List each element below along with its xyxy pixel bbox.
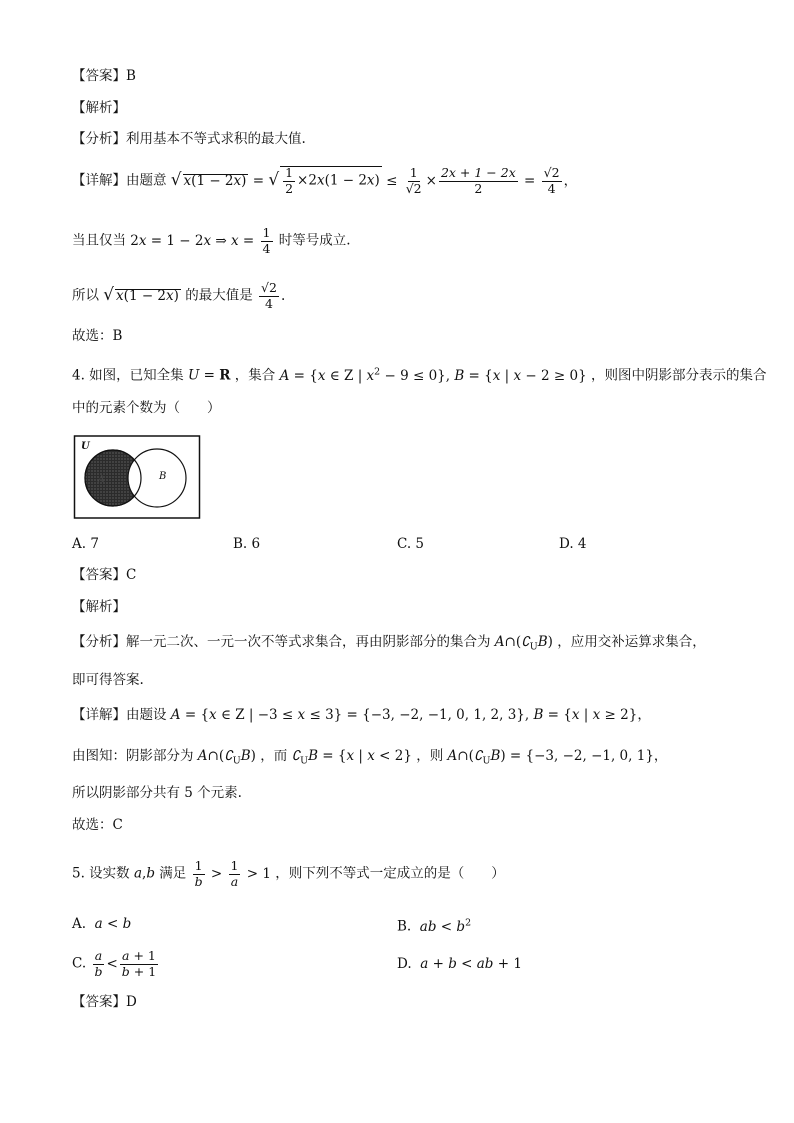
q3-max-expression: √ x(1 − 2x) <box>103 283 179 304</box>
q4-figure-prefix: 由图知：阴影部分为 <box>72 748 194 764</box>
q4-analysis-heading: 【解析】 <box>72 599 126 615</box>
q5-option-a-letter: A. <box>72 916 87 932</box>
q5-answer: 【答案】D <box>72 994 137 1010</box>
q5-stem <box>72 860 505 888</box>
q5-option-b-formula: ab < $b^2$ <box>415 917 472 935</box>
q4-stem-line1 <box>72 367 766 383</box>
q5-stem-condition-label: 满足 <box>159 865 187 882</box>
set-b-label: B <box>159 471 167 482</box>
q4-shaded-expression: $A\cap(∁_UB)$ <box>494 634 553 653</box>
q4-analysis-suffix: ，应用交补运算求集合， <box>557 634 706 650</box>
q3-max-prefix: 所以 <box>72 287 99 304</box>
q4-figure-line <box>72 750 667 766</box>
q3-detail-formula: √ x(1 − 2x) = √ $\frac{1}{2}$ ×2x(1 − 2x) ≤ $\frac{1}{√2}$ × $\frac{2x + 1 - 2x}{2}$ = $\frac{√2}{4}$ ， <box>170 165 578 196</box>
q4-analysis-prefix: 【分析】解一元二次、一元一次不等式求集合，再由阴影部分的集合为 <box>72 634 491 650</box>
q5-option-a <box>72 918 131 932</box>
q5-option-d <box>397 958 522 972</box>
q3-analysis-heading: 【解析】 <box>72 100 126 116</box>
set-b-circle <box>128 449 186 507</box>
q5-option-a-formula: a < b <box>90 916 132 932</box>
q4-figure-shaded: $A\cap(∁_UB)$ <box>197 748 256 767</box>
q4-choice: 故选：C <box>72 817 123 833</box>
q4-result-formula: $A\cap(∁_UB) = \{-3$, −2, −1, 0, 1}， <box>447 748 668 767</box>
q5-stem-suffix: ，则下列不等式一定成立的是（ ） <box>275 865 505 882</box>
q5-condition: $\frac{1}{b}$ > $\frac{1}{a}$ > 1 <box>194 858 271 889</box>
q3-detail-label: 【详解】由题意 <box>72 172 167 189</box>
q4-detail-line <box>72 709 651 723</box>
q5-variables: a,b <box>133 865 155 882</box>
q4-set-definitions: A = {x ∈ Z | $x^2 - 9 \le 0$}, B = {x | x − 2 ≥ 0} <box>279 366 587 384</box>
q3-choice: 故选：B <box>72 328 123 344</box>
q3-max-line <box>72 282 285 310</box>
q4-universe: U = R <box>187 367 231 384</box>
q5-option-b-letter: B. <box>397 918 412 935</box>
q5-option-c-formula: $\frac{a}{b}$ < $\frac{a + 1}{b + 1}$ <box>94 948 157 979</box>
q3-max-middle: 的最大值是 <box>185 287 253 304</box>
q3-answer: 【答案】B <box>72 68 136 84</box>
q4-stem-suffix: ，则图中阴影部分表示的集合 <box>590 367 767 384</box>
q4-analysis-line1 <box>72 636 706 652</box>
q5-stem-prefix: 5. 设实数 <box>72 865 130 882</box>
set-a-label: A <box>98 475 105 485</box>
q4-option-d: D. 4 <box>559 536 587 552</box>
q4-figure-then: ，则 <box>416 748 444 764</box>
q4-detail-formula: A = {x ∈ Z | −3 ≤ x ≤ 3} = {−3, −2, −1, 0, 1, 2, 3}, B = {x | x ≥ 2}， <box>170 707 651 723</box>
q4-stem-line2: 中的元素个数为（ ） <box>72 400 221 416</box>
q4-answer: 【答案】C <box>72 567 137 583</box>
q3-condition-line <box>72 227 351 255</box>
universe-label: U <box>81 441 90 452</box>
q4-stem-prefix: 4. 如图，已知全集 <box>72 367 184 384</box>
q5-option-c-letter: C. <box>72 955 87 972</box>
q3-analysis: 【分析】利用基本不等式求积的最大值. <box>72 131 306 147</box>
q3-max-value: $\frac{√2}{4}$ . <box>261 280 286 311</box>
q3-condition-prefix: 当且仅当 <box>72 232 126 249</box>
q4-option-b: B. 6 <box>233 536 261 552</box>
q3-detail-line <box>72 166 577 195</box>
q5-option-c <box>72 950 160 978</box>
q4-detail-label: 【详解】由题设 <box>72 707 167 723</box>
q4-figure-middle: ，而 <box>260 748 288 764</box>
q5-option-d-formula: a + b < ab + 1 <box>415 956 522 972</box>
q4-option-a: A. 7 <box>72 536 99 552</box>
q5-option-b <box>397 918 471 934</box>
q4-option-c: C. 5 <box>397 536 425 552</box>
q4-complement-formula: $∁_UB = \{x$ | x < 2} <box>291 748 412 767</box>
q4-stem-set-label: ，集合 <box>234 367 276 384</box>
q4-count: 所以阴影部分共有 5 个元素. <box>72 785 242 801</box>
q5-option-d-letter: D. <box>397 956 412 972</box>
q3-condition-suffix: 时等号成立. <box>278 232 351 249</box>
venn-diagram <box>73 434 201 520</box>
q3-condition-formula: 2x = 1 − 2x ⇒ x = $\frac{1}{4}$ <box>130 225 271 256</box>
q4-analysis-line2: 即可得答案. <box>72 672 144 688</box>
